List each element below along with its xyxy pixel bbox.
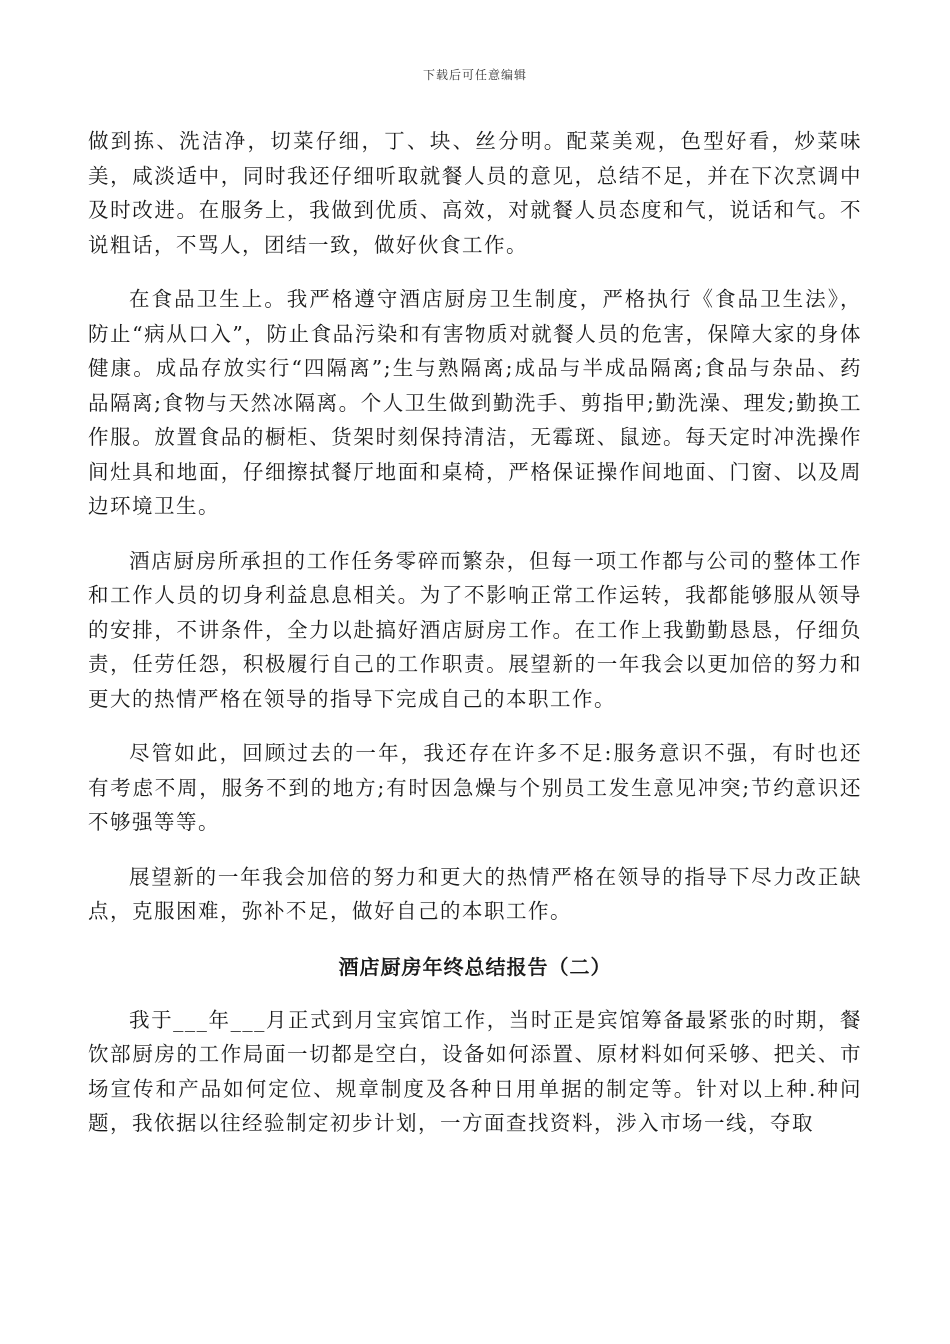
- paragraph-section-two-intro: 我于___年___月正式到月宝宾馆工作，当时正是宾馆筹备最紧张的时期，餐饮部厨房的工作局面一切都是空白，设备如何添置、原材料如何采够、把关、市场宣传和产品如何定位、规章制度及各种日用单据的制定等。针对以上种.种问题，我依据以往经验制定初步计划，一方面查找资料，涉入市场一线，夺取: [88, 1007, 862, 1135]
- paragraph-cooking-service: 做到拣、洗洁净，切菜仔细，丁、块、丝分明。配菜美观，色型好看，炒菜味美，咸淡适中，同时我还仔细听取就餐人员的意见，总结不足，并在下次烹调中及时改进。在服务上，我做到优质、高效，对就餐人员态度和气，说话和气。不说粗话，不骂人，团结一致，做好伙食工作。: [88, 129, 862, 257]
- document-body: [88, 124, 862, 1161]
- paragraph-kitchen-duties: 酒店厨房所承担的工作任务零碎而繁杂，但每一项工作都与公司的整体工作和工作人员的切身利益息息相关。为了不影响正常工作运转，我都能够服从领导的安排，不讲条件，全力以赴搞好酒店厨房工作。在工作上我勤勤恳恳，仔细负责，任劳任怨，积极履行自己的工作职责。展望新的一年我会以更加倍的努力和更大的热情严格在领导的指导下完成自己的本职工作。: [88, 548, 862, 711]
- paragraph-outlook: 展望新的一年我会加倍的努力和更大的热情严格在领导的指导下尽力改正缺点，克服困难，弥补不足，做好自己的本职工作。: [88, 864, 862, 923]
- paragraph-food-hygiene: 在食品卫生上。我严格遵守酒店厨房卫生制度，严格执行《食品卫生法》，防止“病从口入”，防止食品污染和有害物质对就餐人员的危害，保障大家的身体健康。成品存放实行“四隔离”;生与熟隔离;成品与半成品隔离;食品与杂品、药品隔离;食物与天然冰隔离。个人卫生做到勤洗手、剪指甲;勤洗澡、理发;勤换工作服。放置食品的橱柜、货架时刻保持清洁，无霉斑、鼠迹。每天定时冲洗操作间灶具和地面，仔细擦拭餐厅地面和桌椅，严格保证操作间地面、门窗、以及周边环境卫生。: [88, 287, 862, 518]
- page-header-note: 下载后可任意编辑: [422, 68, 527, 82]
- section-title: 酒店厨房年终总结报告（二）: [338, 954, 612, 979]
- paragraph-shortcomings: 尽管如此，回顾过去的一年，我还存在许多不足:服务意识不强，有时也还有考虑不周，服务不到的地方;有时因急燥与个别员工发生意见冲突;节约意识还不够强等等。: [88, 741, 862, 834]
